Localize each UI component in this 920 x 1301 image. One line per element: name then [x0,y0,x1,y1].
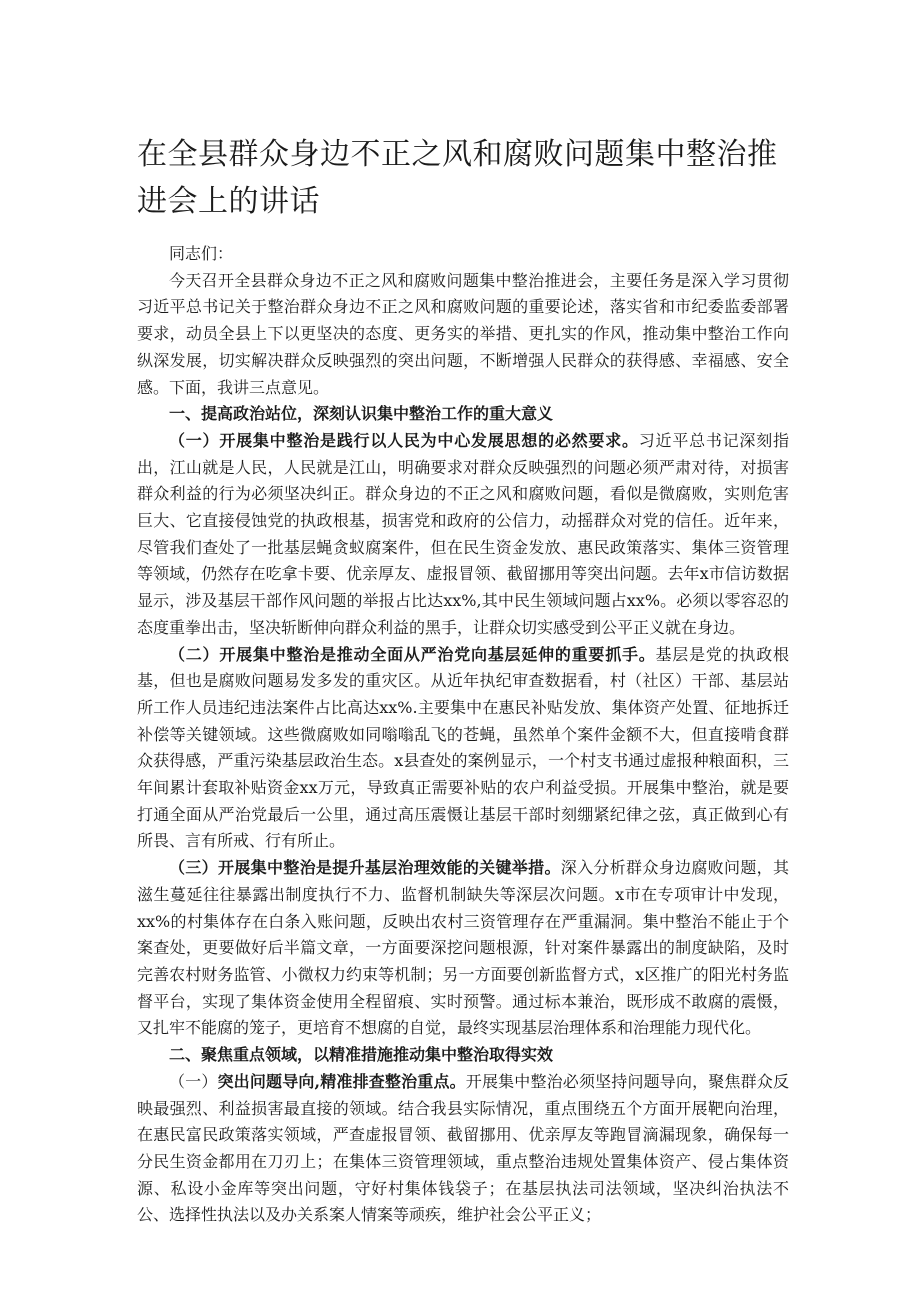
paragraph-lead: （二）开展集中整治是推动全面从严治党向基层延伸的重要抓手。 [169,644,656,664]
paragraph-lead-number: （一） [169,1071,218,1091]
paragraph-1-1 [137,428,789,642]
paragraph-lead: （一）开展集中整治是践行以人民为中心发展思想的必然要求。 [169,430,639,450]
paragraph-lead: 突出问题导向,精准排查整治重点。 [217,1071,466,1091]
paragraph-text: 深入分析群众身边腐败问题，其滋生蔓延往往暴露出制度执行不力、监督机制缺失等深层次问题。x市在专项审计中发现，xx%的村集体存在白条入账问题，反映出农村三资管理存在严重漏洞。集中整治不能止于个案查处，更要做好后半篇文章，一方面要深挖问题根源，针对案件暴露出的制度缺陷，及时完善农村财务监管、小微权力约束等机制；另一方面要创新监督方式，x区推广的阳光村务监督平台，实现了集体资金使用全程留痕、实时预警。通过标本兼治，既形成不敢腐的震慑，又扎牢不能腐的笼子，更培育不想腐的自觉，最终实现基层治理体系和治理能力现代化。 [137,858,789,1038]
paragraph-lead: （三）开展集中整治是提升基层治理效能的关键举措。 [169,858,561,878]
document-body [137,241,789,1229]
paragraph-1-2 [137,642,789,856]
section-heading-1: 一、提高政治站位，深刻认识集中整治工作的重大意义 [169,404,554,424]
paragraph-2-1 [137,1069,789,1229]
paragraph-text: 开展集中整治必须坚持问题导向，聚焦群众反映最强烈、利益损害最直接的领域。结合我县实际情况，重点围绕五个方面开展靶向治理，在惠民富民政策落实领域，严查虚报冒领、截留挪用、优亲厚友等跑冒滴漏现象，确保每一分民生资金都用在刀刃上；在集体三资管理领域，重点整治违规处置集体资产、侵占集体资源、私设小金库等突出问题，守好村集体钱袋子；在基层执法司法领域，坚决纠治执法不公、选择性执法以及办关系案人情案等顽疾，维护社会公平正义； [137,1071,789,1225]
paragraph-text: 习近平总书记深刻指出，江山就是人民，人民就是江山，明确要求对群众反映强烈的问题必须严肃对待，对损害群众利益的行为必须坚决纠正。群众身边的不正之风和腐败问题，看似是微腐败，实则危害巨大、它直接侵蚀党的执政根基，损害党和政府的公信力，动摇群众对党的信任。近年来，尽管我们查处了一批基层蝇贪蚁腐案件，但在民生资金发放、惠民政策落实、集体三资管理等领域，仍然存在吃拿卡要、优亲厚友、虚报冒领、截留挪用等突出问题。去年x市信访数据显示，涉及基层干部作风问题的举报占比达xx%,其中民生领域问题占xx%。必须以零容忍的态度重拳出击，坚决斩断伸向群众利益的黑手，让群众切实感受到公平正义就在身边。 [137,430,789,637]
salutation: 同志们： [169,244,234,263]
document-title: 在全县群众身边不正之风和腐败问题集中整治推进会上的讲话 [137,137,778,219]
paragraph-text: 基层是党的执政根基，但也是腐败问题易发多发的重灾区。从近年执纪审查数据看，村（社区）干部、基层站所工作人员违纪违法案件占比高达xx%.主要集中在惠民补贴发放、集体资产处置、征地拆迁补偿等关键领域。这些微腐败如同嗡嗡乱飞的苍蝇，虽然单个案件金额不大，但直接啃食群众获得感，严重污染基层政治生态。x县查处的案例显示，一个村支书通过虚报种粮面积，三年间累计套取补贴资金xx万元，导致真正需要补贴的农户利益受损。开展集中整治，就是要打通全面从严治党最后一公里，通过高压震慑让基层干部时刻绷紧纪律之弦，真正做到心有所畏、言有所戒、行有所止。 [137,644,789,851]
paragraph-1-3 [137,855,789,1042]
intro-paragraph: 今天召开全县群众身边不正之风和腐败问题集中整治推进会，主要任务是深入学习贯彻习近平总书记关于整治群众身边不正之风和腐败问题的重要论述，落实省和市纪委监委部署要求，动员全县上下以更坚决的态度、更务实的举措、更扎实的作风，推动集中整治工作向纵深发展，切实解决群众反映强烈的突出问题，不断增强人民群众的获得感、幸福感、安全感。下面，我讲三点意见。 [137,270,789,397]
section-heading-2: 二、聚焦重点领域，以精准措施推动集中整治取得实效 [169,1045,554,1065]
